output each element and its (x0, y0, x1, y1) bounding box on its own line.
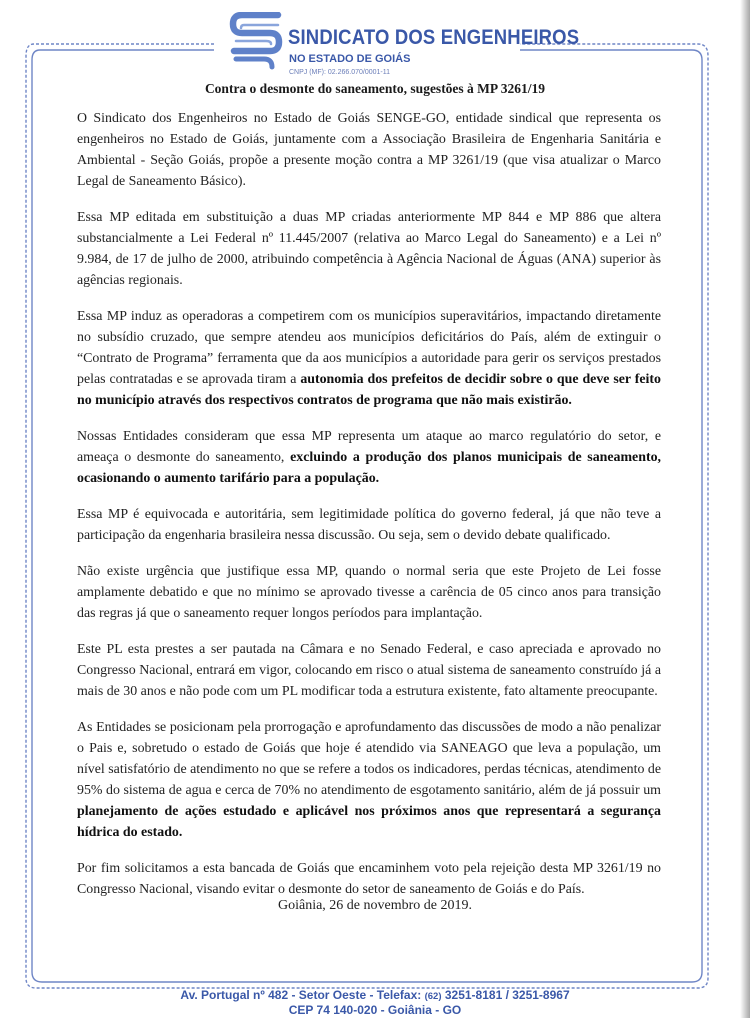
org-cnpj: CNPJ (MF): 02.266.070/0001-11 (289, 69, 391, 76)
text-run: O Sindicato dos Engenheiros no Estado de Goiás SENGE-GO, entidade sindical que representa os engenheiros no Estado de Goiás, juntamente com a Associação Brasileira de Engenharia Sanitária e Ambiental - Seção Goiás, propõe a presente moção contra a MP 3261/19 (que visa atualizar o Marco Legal de Saneamento Básico). (77, 111, 661, 189)
paragraph-4 (77, 426, 661, 489)
footer-address-text: Av. Portugal nº 482 - Setor Oeste - Telefax: (180, 988, 425, 1002)
paragraph-8 (77, 717, 661, 843)
paragraph-5 (77, 504, 661, 546)
text-run: Por fim solicitamos a esta bancada de Goiás que encaminhem voto pela rejeição desta MP 3261/19 no Congresso Nacional, visando evitar o desmonte do setor de saneamento de Goiás e do País. (77, 861, 661, 897)
text-run: As Entidades se posicionam pela prorrogação e aprofundamento das discussões de modo a não penalizar o Pais e, sobretudo o estado de Goiás que hoje é atendido via SANEAGO que leva a população, um nível satisfatório de atendimento no que se refere a todos os indicadores, perdas técnicas, atendimento de 95% do sistema de agua e cerca de 70% no atendimento de esgotamento sanitário, além de já possuir um (77, 720, 661, 798)
text-run: Essa MP editada em substituição a duas MP criadas anteriormente MP 844 e MP 886 que altera substancialmente a Lei Federal nº 11.445/2007 (relativa ao Marco Legal do Saneamento) e a Lei nº 9.984, de 17 de julho de 2000, atribuindo competência à Agência Nacional de Águas (ANA) superior às agências regionais. (77, 210, 661, 288)
bold-text: planejamento de ações estudado e aplicável nos próximos anos que representará a segurança hídrica do estado. (77, 804, 661, 840)
senge-logo-icon (228, 12, 284, 70)
text-run: Essa MP é equivocada e autoritária, sem legitimidade política do governo federal, já que não teve a participação da engenharia brasileira nessa discussão. Ou seja, sem o devido debate qualificado. (77, 507, 661, 543)
date-line: Goiânia, 26 de novembro de 2019. (277, 898, 472, 913)
bold-text: autonomia dos prefeitos de decidir sobre o que deve ser feito no município através dos respectivos contratos de programa que não mais existirão. (77, 372, 661, 408)
text-run: Nossas Entidades consideram que essa MP representa um ataque ao marco regulatório do setor, e ameaça o desmonte do saneamento, (77, 429, 661, 465)
footer-cep-city: CEP 74 140-020 - Goiânia - GO (288, 1003, 462, 1017)
text-run: Não existe urgência que justifique essa MP, quando o normal seria que este Projeto de Lei fosse amplamente debatido e que no mínimo se aprovado tivesse a carência de 05 cinco anos para transição das regras já que o saneamento requer longos períodos para implantação. (77, 564, 661, 621)
paragraph-6 (77, 561, 661, 624)
paragraph-2 (77, 207, 661, 291)
org-subtitle: NO ESTADO DE GOIÁS (289, 53, 411, 65)
paragraph-3 (77, 306, 661, 411)
text-run: Este PL esta prestes a ser pautada na Câmara e no Senado Federal, e caso apreciada e aprovado no Congresso Nacional, entrará em vigor, colocando em risco o atual sistema de saneamento construído já a mais de 30 anos e não pode com um PL modificar toda a estrutura existente, fato altamente preocupante. (77, 642, 661, 699)
paragraph-9 (77, 858, 661, 900)
page-edge-shadow (740, 0, 750, 1018)
document-body (77, 108, 661, 915)
org-name: SINDICATO DOS ENGENHEIROS (288, 26, 580, 49)
paragraph-7 (77, 639, 661, 702)
footer-area-code: (62) (424, 991, 442, 1002)
footer-phones: 3251-8181 / 3251-8967 (441, 988, 570, 1002)
footer-address (0, 988, 750, 1002)
text-run: Essa MP induz as operadoras a competirem com os municípios superavitários, impactando diretamente no subsídio cruzado, que sempre atendeu aos municípios deficitários do País, além de extinguir o “Contrato de Programa” ferramenta que da aos municípios a autoridade para gerir os serviços prestados pelas contratadas e se aprovada tiram a (77, 309, 661, 387)
bold-text: excluindo a produção dos planos municipais de saneamento, ocasionando o aumento tarifário para a população. (77, 450, 661, 486)
paragraph-1 (77, 108, 661, 192)
document-title: Contra o desmonte do saneamento, sugestões à MP 3261/19 (204, 81, 546, 96)
